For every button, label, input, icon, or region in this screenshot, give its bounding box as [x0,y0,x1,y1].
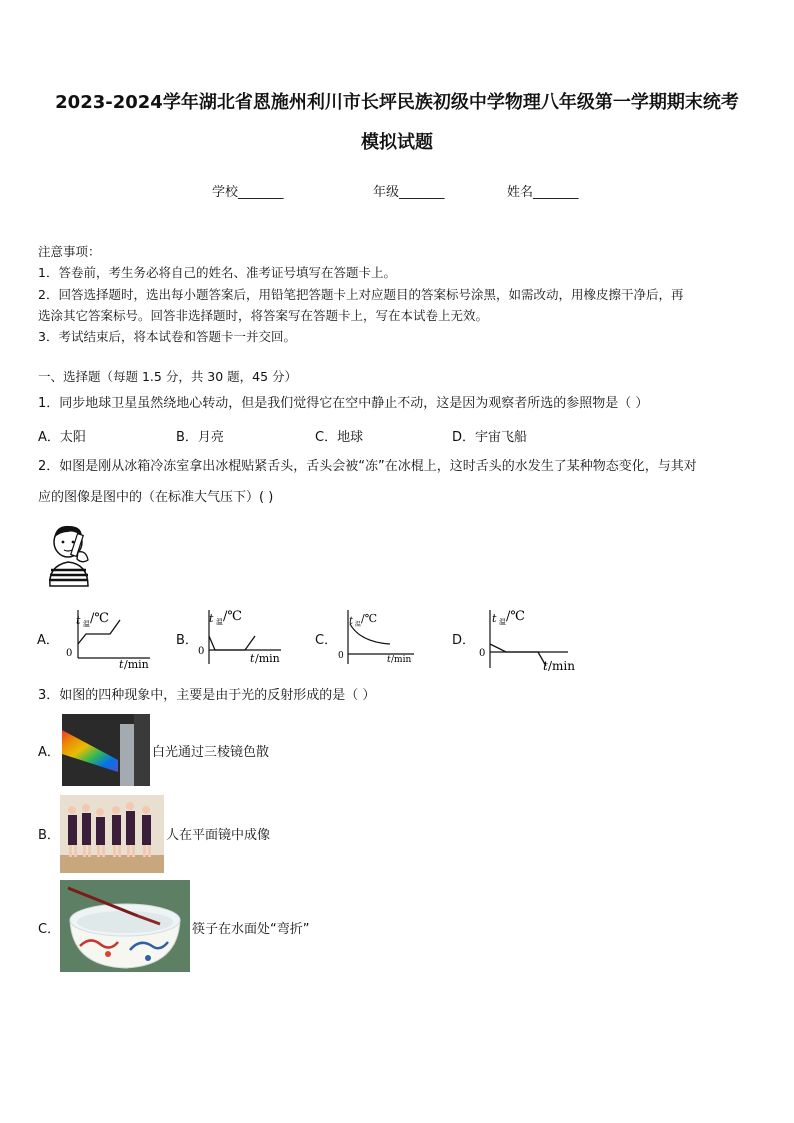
graph-c-origin: 0 [338,651,344,661]
notes-item-2: 2．回答选择题时，选出每小题答案后，用铅笔把答题卡上对应题目的答案标号涂黑，如需改动，用橡皮擦干净后，再 [38,287,684,302]
notes-item-1: 1．答卷前，考生务必将自己的姓名、准考证号填写在答题卡上。 [38,265,396,280]
graph-d-curve [490,644,546,666]
graph-a-y-unit: /℃ [90,611,109,626]
q1-stem: 1．同步地球卫星虽然绕地心转动，但是我们觉得它在空中静止不动，这是因为观察者所选的参照物是（ ） [38,396,649,411]
graph-d-origin: 0 [479,648,486,659]
q2-stem-line2: 应的图像是图中的（在标准大气压下）( ) [38,490,274,505]
graph-b-origin: 0 [198,646,205,657]
q2-option-a-label[interactable]: A． [37,633,59,648]
q2-option-c-label[interactable]: C． [315,633,338,648]
graph-a-origin: 0 [66,648,73,659]
graph-c-y-unit: /℃ [361,612,378,625]
graph-a-y-label: t [76,614,81,627]
graph-b-y-label: t [209,612,214,625]
q1-options [38,426,638,446]
graph-d-y-sub: 温 [499,618,506,626]
graph-b-y-unit: /℃ [223,609,242,624]
q2-graph-d[interactable] [476,604,580,676]
q2-option-d-label[interactable]: D． [452,633,476,648]
prism-dispersion-photo [62,714,150,786]
chopsticks-in-bowl-photo [60,880,190,972]
graph-a-x-unit: /min [124,658,149,671]
mirror-reflection-photo [60,795,164,873]
q3-option-b-text: 人在平面镜中成像 [166,828,271,843]
name-field[interactable]: 姓名_______ [507,185,579,200]
graph-c-y-sub: 温 [355,621,362,628]
q2-option-b-label[interactable]: B． [176,633,198,648]
graph-a-x-label: t [119,658,124,671]
q1-option-b[interactable]: B．月亮 [176,430,224,445]
q1-option-c[interactable]: C．地球 [315,430,364,445]
notes-heading: 注意事项： [38,244,101,259]
q3-option-b-letter[interactable]: B． [38,828,60,843]
q1-option-a[interactable]: A．太阳 [38,430,86,445]
graph-d-y-unit: /℃ [506,609,525,624]
boy-licking-ice-pop-illustration [42,522,102,588]
q2-graph-b[interactable] [195,604,287,672]
q2-graph-c[interactable] [334,604,422,672]
graph-c-y-label: t [349,616,354,627]
section1-heading: 一、选择题（每题 1.5 分，共 30 题，45 分） [38,369,298,384]
notes-item-2-cont: 选涂其它答案标号。回答非选择题时，将答案写在答题卡上，写在本试卷上无效。 [38,308,489,323]
q3-stem: 3．如图的四种现象中，主要是由于光的反射形成的是（ ） [38,688,376,703]
graph-b-curve [209,636,255,650]
student-info-row [0,181,794,201]
graph-b-x-label: t [250,652,255,665]
exam-title-line1: 2023-2024学年湖北省恩施州利川市长坪民族初级中学物理八年级第一学期期末统考 [55,92,739,113]
q3-option-c-text: 筷子在水面处“弯折” [192,922,310,937]
q2-graph-a[interactable] [64,604,156,672]
graph-c-x-label: t [387,655,391,665]
q3-option-a-letter[interactable]: A． [38,745,60,760]
graph-b-y-sub: 温 [216,618,223,626]
graph-a-y-sub: 温 [83,620,90,628]
graph-d-x-unit: /min [548,659,575,673]
q1-option-d[interactable]: D．宇宙飞船 [452,430,528,445]
exam-title-line2: 模拟试题 [361,132,433,153]
grade-field[interactable]: 年级_______ [373,185,445,200]
school-field[interactable]: 学校_______ [212,185,284,200]
q2-stem-line1: 2．如图是刚从冰箱冷冻室拿出冰棍贴紧舌头，舌头会被“冻”在冰棍上，这时舌头的水发生了某种物态变化，与其对 [38,459,697,474]
q3-option-a-text: 白光通过三棱镜色散 [152,745,270,760]
graph-d-x-label: t [543,659,548,673]
notes-item-3: 3．考试结束后，将本试卷和答题卡一并交回。 [38,329,296,344]
graph-c-x-unit: /min [391,655,412,665]
graph-d-y-label: t [492,612,497,625]
graph-b-x-unit: /min [255,652,280,665]
q3-option-c-letter[interactable]: C． [38,922,61,937]
